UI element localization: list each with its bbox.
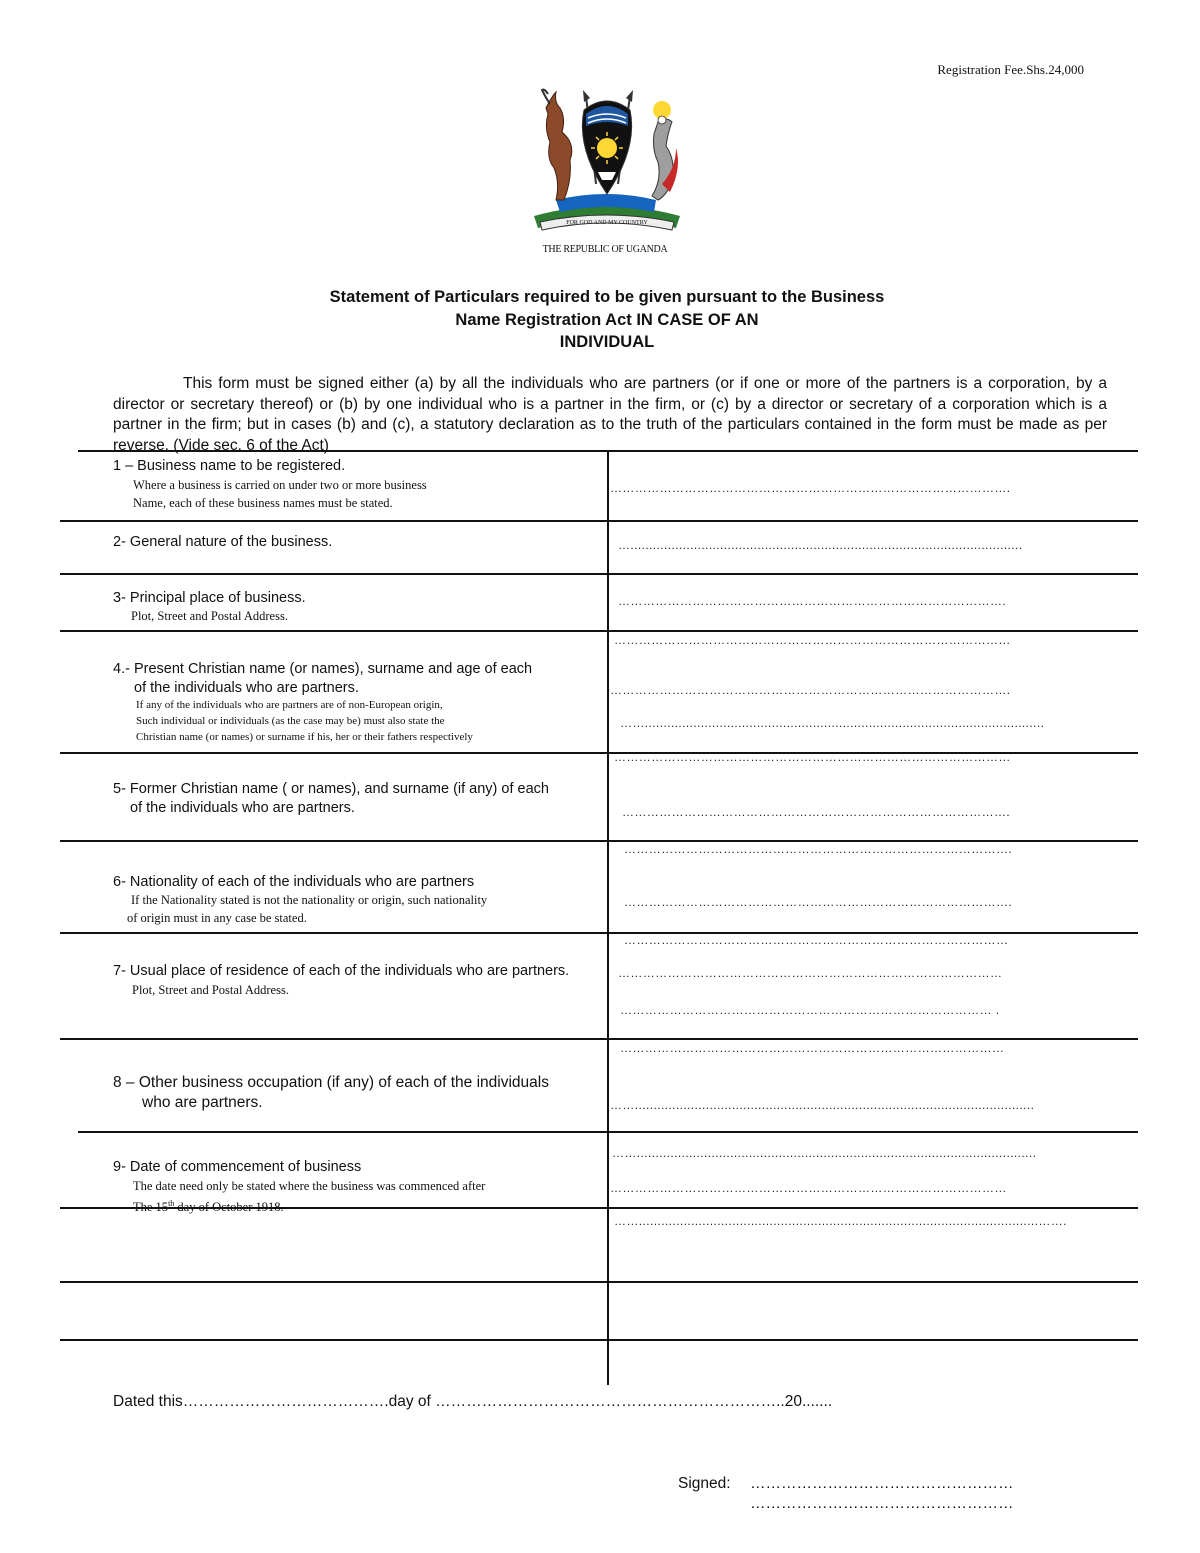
row-divider [60,573,1138,575]
row-divider [60,1281,1138,1283]
item-9-note: The date need only be stated where the business was commenced after [133,1179,486,1193]
item-8-entry-line[interactable]: ……........................................................................................................... [610,1098,1035,1112]
form-title [150,286,1064,354]
item-5-label: 5- Former Christian name ( or names), and surname (if any) of each [113,781,549,797]
item-8-entry-line[interactable]: ………………………………………………………………………………… [620,1041,1005,1055]
item-7-entry-line[interactable]: ………………………………………………………………………………… [624,933,1009,947]
signed-label: Signed: [678,1475,731,1492]
row-divider [78,450,1138,452]
item-6-note: of origin must in any case be stated. [127,911,307,925]
item-4-label: 4.- Present Christian name (or names), surname and age of each [113,661,533,677]
emblem-motto: FOR GOD AND MY COUNTRY [566,220,648,226]
row-divider [60,520,1138,522]
item-5-entry-line[interactable]: …………………………………………………………………………………… [614,750,1011,764]
item-2-entry-line[interactable]: …......................................................................................................... [618,538,1023,552]
item-3-note: Plot, Street and Postal Address. [131,609,288,623]
signature-line[interactable]: …………………………………………… [750,1495,1014,1512]
instructions-paragraph: This form must be signed either (a) by all the individuals who are partners (or if one or more of the partners is a corporation, by a director or secretary thereof) or (b) by one individual who is a partner in the firm, or (c) by a director or secretary of a corporation which is a partner in the firm; but in cases (b) and (c), a statutory declaration as to the truth of the particulars contained in the form must be made as per reverse. (Vide sec. 6 of the Act) [113,375,1107,454]
registration-fee: Registration Fee.Shs.24,000 [937,62,1084,77]
item-9-label: 9- Date of commencement of business [113,1159,362,1175]
item-3-entry-line[interactable]: …………………………………………………………………………………. [618,594,1007,608]
title-line-1: Statement of Particulars required to be given pursuant to the Business [329,288,885,306]
item-7-label: 7- Usual place of residence of each of the individuals who are partners. [113,963,570,979]
signature-line[interactable]: …………………………………………… [750,1475,1014,1492]
item-9-note: The 15th day of October 1918. [133,1199,284,1215]
item-4-entry-line[interactable]: …………………………………………………………………………………… [614,633,1011,647]
dated-line[interactable]: Dated this………………………………….day of …………………………………………………………..20....... [113,1393,833,1410]
uganda-coat-of-arms-emblem [526,88,688,238]
emblem-caption: THE REPUBLIC OF UGANDA [542,244,668,255]
item-7-entry-line[interactable]: ………………………………………………………………………………… [618,966,1003,980]
item-4-note: Christian name (or names) or surname if his, her or their fathers respectively [136,731,473,743]
item-6-entry-line[interactable]: …………………………………………………………………………………. [624,842,1013,856]
item-4-label-cont: of the individuals who are partners. [134,680,359,696]
item-5-entry-line[interactable]: …………………………………………………………………………………. [622,805,1011,819]
item-4-entry-line[interactable]: ……........................................................................................................... [620,716,1045,730]
title-line-3: INDIVIDUAL [559,333,655,351]
item-8-label-cont: who are partners. [142,1094,263,1111]
item-6-entry-line[interactable]: …………………………………………………………………………………. [624,895,1013,909]
item-5-label-cont: of the individuals who are partners. [130,800,355,816]
item-9-entry-line[interactable]: ……........................................................................................................... [612,1146,1037,1160]
item-6-label: 6- Nationality of each of the individuals who are partners [113,874,475,890]
item-1-note: Name, each of these business names must be stated. [133,496,393,510]
item-1-entry-line[interactable]: ……………………………………………………………………………………. [610,481,1011,495]
row-divider [78,1131,1138,1133]
item-1-note: Where a business is carried on under two or more business [133,478,427,492]
item-6-note: If the Nationality stated is not the nationality or origin, such nationality [131,893,488,907]
item-3-label: 3- Principal place of business. [113,590,306,606]
item-2-label: 2- General nature of the business. [113,534,333,550]
item-8-label: 8 – Other business occupation (if any) of each of the individuals [113,1074,549,1091]
item-4-entry-line[interactable]: ……………………………………………………………………………………. [610,683,1011,697]
row-divider [60,1038,1138,1040]
item-4-note: If any of the individuals who are partners are of non-European origin, [136,699,443,711]
item-7-note: Plot, Street and Postal Address. [132,983,289,997]
column-divider [607,450,609,1385]
title-line-2: Name Registration Act IN CASE OF AN [455,310,759,329]
row-divider [60,630,1138,632]
item-9-entry-line[interactable]: …………………………………………………………………………………… [610,1181,1007,1195]
item-1-label: 1 – Business name to be registered. [113,458,346,474]
item-4-note: Such individual or individuals (as the case may be) must also state the [136,715,445,727]
item-7-entry-line[interactable]: ……………………………………………………………………………… . [620,1003,1000,1017]
item-9-entry-line[interactable]: ……...........................................................................................................……. [614,1214,1067,1228]
row-divider [60,1339,1138,1341]
